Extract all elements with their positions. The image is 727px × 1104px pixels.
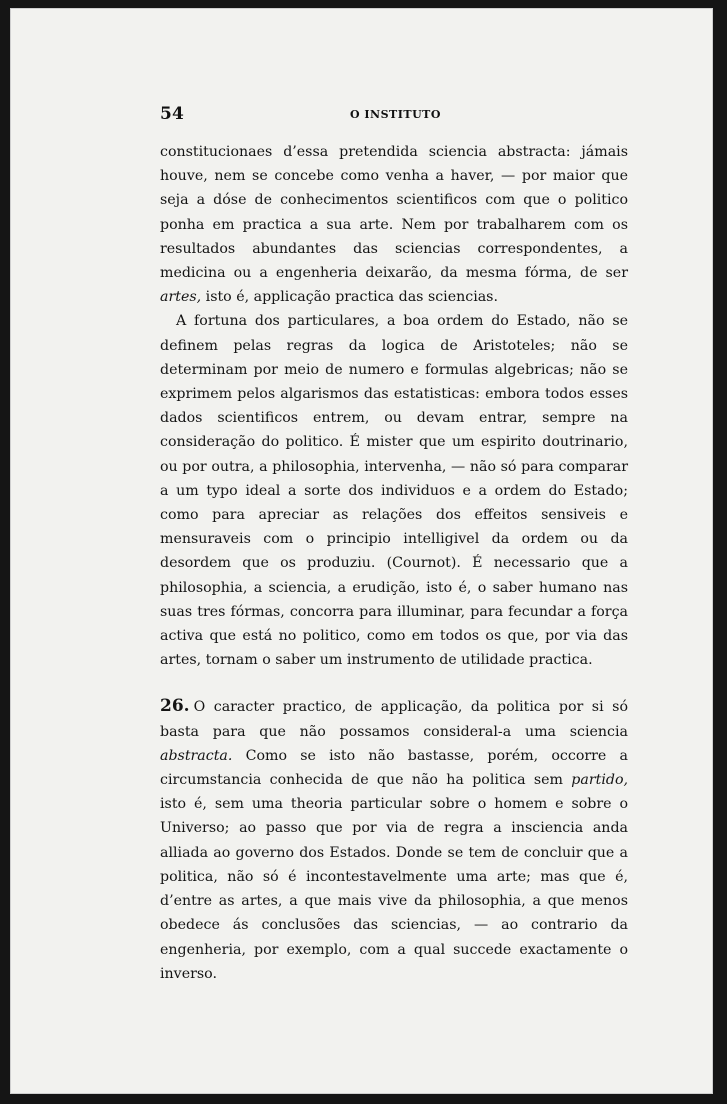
body-text [160,140,628,986]
paragraph-3 [160,694,628,985]
paragraph-1-italic-artes: artes, [160,289,202,306]
paragraph-1 [160,140,628,309]
paragraph-1-text-2: isto é, applicação practica das sciencias. [201,289,498,306]
page-header [160,104,630,128]
paragraph-3-text-3: isto é, sem uma theoria particular sobre o homem e sobre o Universo; ao passo que por via de regra a insciencia anda alliada ao governo dos Estados. Donde se tem de concluir que a politica, não só é incontestavelmente uma arte; mas que é, d’entre as artes, a que mais vive da philosophia, a que menos obedece ás conclusões das sciencias, — ao contrario da engenheria, por exemplo, com a qual succede exactamente o inverso. [160,796,628,982]
page-number: 54 [160,104,185,124]
paragraph-2 [160,309,628,672]
paragraph-3-italic-partido: partido, [571,772,628,789]
paragraph-3-text-1: O caracter practico, de applicação, da politica por si só basta para que não possamos consideral-a uma sciencia [160,699,628,740]
paragraph-1-text-1: constitucionaes d’essa pretendida sciencia abstracta: jámais houve, nem se concebe como venha a haver, — por maior que seja a dóse de conhecimentos scientificos com que o politico ponha em practica a sua arte. Nem por trabalharem com os resultados abundantes das sciencias correspondentes, a medicina ou a engenheria deixarão, da mesma fórma, de ser [160,144,628,282]
paragraph-3-text-2: Como se isto não bastasse, porém, occorre a circumstancia conhecida de que não ha politica sem [160,747,628,789]
paragraph-3-italic-abstracta: abstracta. [160,747,233,764]
running-head: O INSTITUTO [350,108,441,121]
section-number: 26. [160,696,190,717]
paragraph-2-text: A fortuna dos particulares, a boa ordem do Estado, não se definem pelas regras da logica de Aristoteles; não se determinam por meio de numero e formulas algebricas; não se exprimem pelos algarismos das estatisticas: embora todos esses dados scientificos entrem, ou devam entrar, sempre na consideração do politico. É mister que um espirito doutrinario, ou por outra, a philosophia, intervenha, — não só para comparar a um typo ideal a sorte dos individuos e a ordem do Estado; como para apreciar as relações dos effeitos sensiveis e mensuraveis com o principio intelligivel da ordem ou da desordem que os produziu. (Cournot). É necessario que a philosophia, a sciencia, a erudição, isto é, o saber humano nas suas tres fórmas, concorra para illuminar, para fecundar a força activa que está no politico, como em todos os que, por via das artes, tornam o saber um instrumento de utilidade practica. [160,313,628,669]
